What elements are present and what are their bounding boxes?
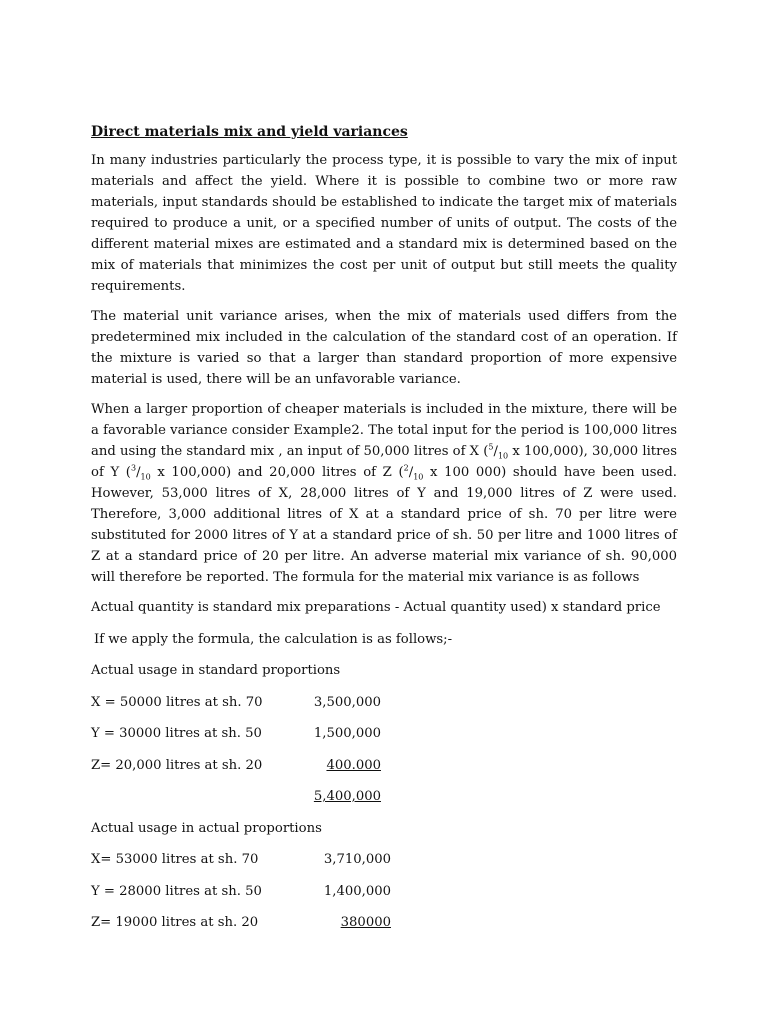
table-row — [91, 881, 391, 902]
fraction-x-numerator: 5 — [488, 442, 494, 452]
row-label: Y = 28000 litres at sh. 50 — [91, 883, 262, 899]
fraction-y-numerator: 3 — [130, 463, 137, 473]
actual-proportions-heading: Actual usage in actual proportions — [91, 820, 322, 836]
row-amount: 3,710,000 — [323, 852, 391, 867]
paragraph-intro: In many industries particularly the process type, it is possible to vary the mix of input materials and affect the yield. Where it is possible to combine two or more raw materials, input standards should be established to indicate the target mix of materials required to produce a unit, or a specified number of units of output. The costs of the different material mixes are estimated and a standard mix is determined based on the mix of materials that minimizes the cost per unit of output but still meets the quality requirements. — [91, 153, 677, 294]
paragraph-unit-variance: The material unit variance arises, when the mix of materials used differs from the predetermined mix included in the calculation of the standard cost of an operation. If the mixture is varied so that a larger than standard proportion of more expensive material is used, there will be an unfavorable variance. — [91, 309, 677, 387]
fraction-x-denominator: 10 — [497, 451, 509, 461]
row-amount: 400.000 — [326, 757, 381, 773]
example-text-4: x 100 000) should have been used. However, 53,000 litres of X, 28,000 litres of Y and 19,000 litres of Z were used. Therefore, 3,000 additional litres of X at a standard price of sh. 70 per litre were substituted for 2000 litres of Y at a standard price of sh. 50 per litre and 1000 litres of Z at a standard price of 20 per litre. An adverse material mix variance of sh. 90,000 will therefore be reported. The formula for the material mix variance is as follows — [91, 465, 677, 585]
standard-proportions-heading: Actual usage in standard proportions — [91, 663, 341, 678]
table-row — [91, 723, 381, 744]
row-label: X = 50000 litres at sh. 70 — [91, 694, 263, 710]
row-label: Y = 30000 litres at sh. 50 — [91, 726, 262, 741]
table-row — [91, 849, 391, 870]
paragraph-example: When a larger proportion of cheaper materials is included in the mixture, there will be a favorable variance consider Example2. The total input for the period is 100,000 litres and using the standard mix , an input of 50,000 litres of X ($^5/_{10}$ x 100,000), 30,000 litres of Y ($^3/_{10}$ x 100,000) and 20,000 litres of Z ($^2/_{10}$ x 100 000) should have been used. However, 53,000 litres of X, 28,000 litres of Y and 19,000 litres of Z were used. Therefore, 3,000 additional litres of X at a standard price of sh. 70 per litre were substituted for 2000 litres of Y at a standard price of sh. 50 per litre and 1000 litres of Z at a standard price of 20 per litre. An adverse material mix variance of sh. 90,000 will therefore be reported. The formula for the material mix variance is as follows — [91, 402, 677, 585]
table-total-row — [91, 786, 381, 807]
row-amount: 1,500,000 — [313, 726, 381, 741]
row-label: X= 53000 litres at sh. 70 — [91, 852, 259, 867]
fraction-y-denominator: 10 — [140, 472, 151, 482]
example-text-3: x 100,000) and 20,000 litres of Z ( — [150, 465, 404, 480]
section-heading: Direct materials mix and yield variances — [91, 124, 408, 140]
example-text-1: When a larger proportion of cheaper materials is included in the mixture, there will be a favorable variance consider Example2. The total input for the period is 100,000 litres and using the standard mix , an input of 50,000 litres of X ( — [91, 402, 677, 459]
row-amount: 380000 — [340, 915, 391, 930]
table-row — [91, 912, 391, 933]
standard-total-amount: 5,400,000 — [313, 789, 381, 804]
document-page — [91, 120, 677, 944]
row-amount: 1,400,000 — [323, 883, 391, 899]
table-row — [91, 692, 381, 713]
row-label: Z= 19000 litres at sh. 20 — [91, 915, 259, 930]
table-row — [91, 755, 381, 776]
example-text-2: x 100,000), 30,000 litres of Y ( — [91, 444, 677, 480]
row-amount: 3,500,000 — [313, 694, 381, 710]
fraction-z-numerator: 2 — [403, 463, 409, 473]
standard-proportions-table — [91, 692, 677, 808]
actual-proportions-table — [91, 849, 677, 933]
apply-formula-line: If we apply the formula, the calculation is as follows;- — [94, 631, 453, 647]
row-label: Z= 20,000 litres at sh. 20 — [91, 757, 263, 773]
formula-line: Actual quantity is standard mix preparations - Actual quantity used) x standard price — [91, 600, 661, 615]
fraction-z-denominator: 10 — [413, 472, 424, 482]
